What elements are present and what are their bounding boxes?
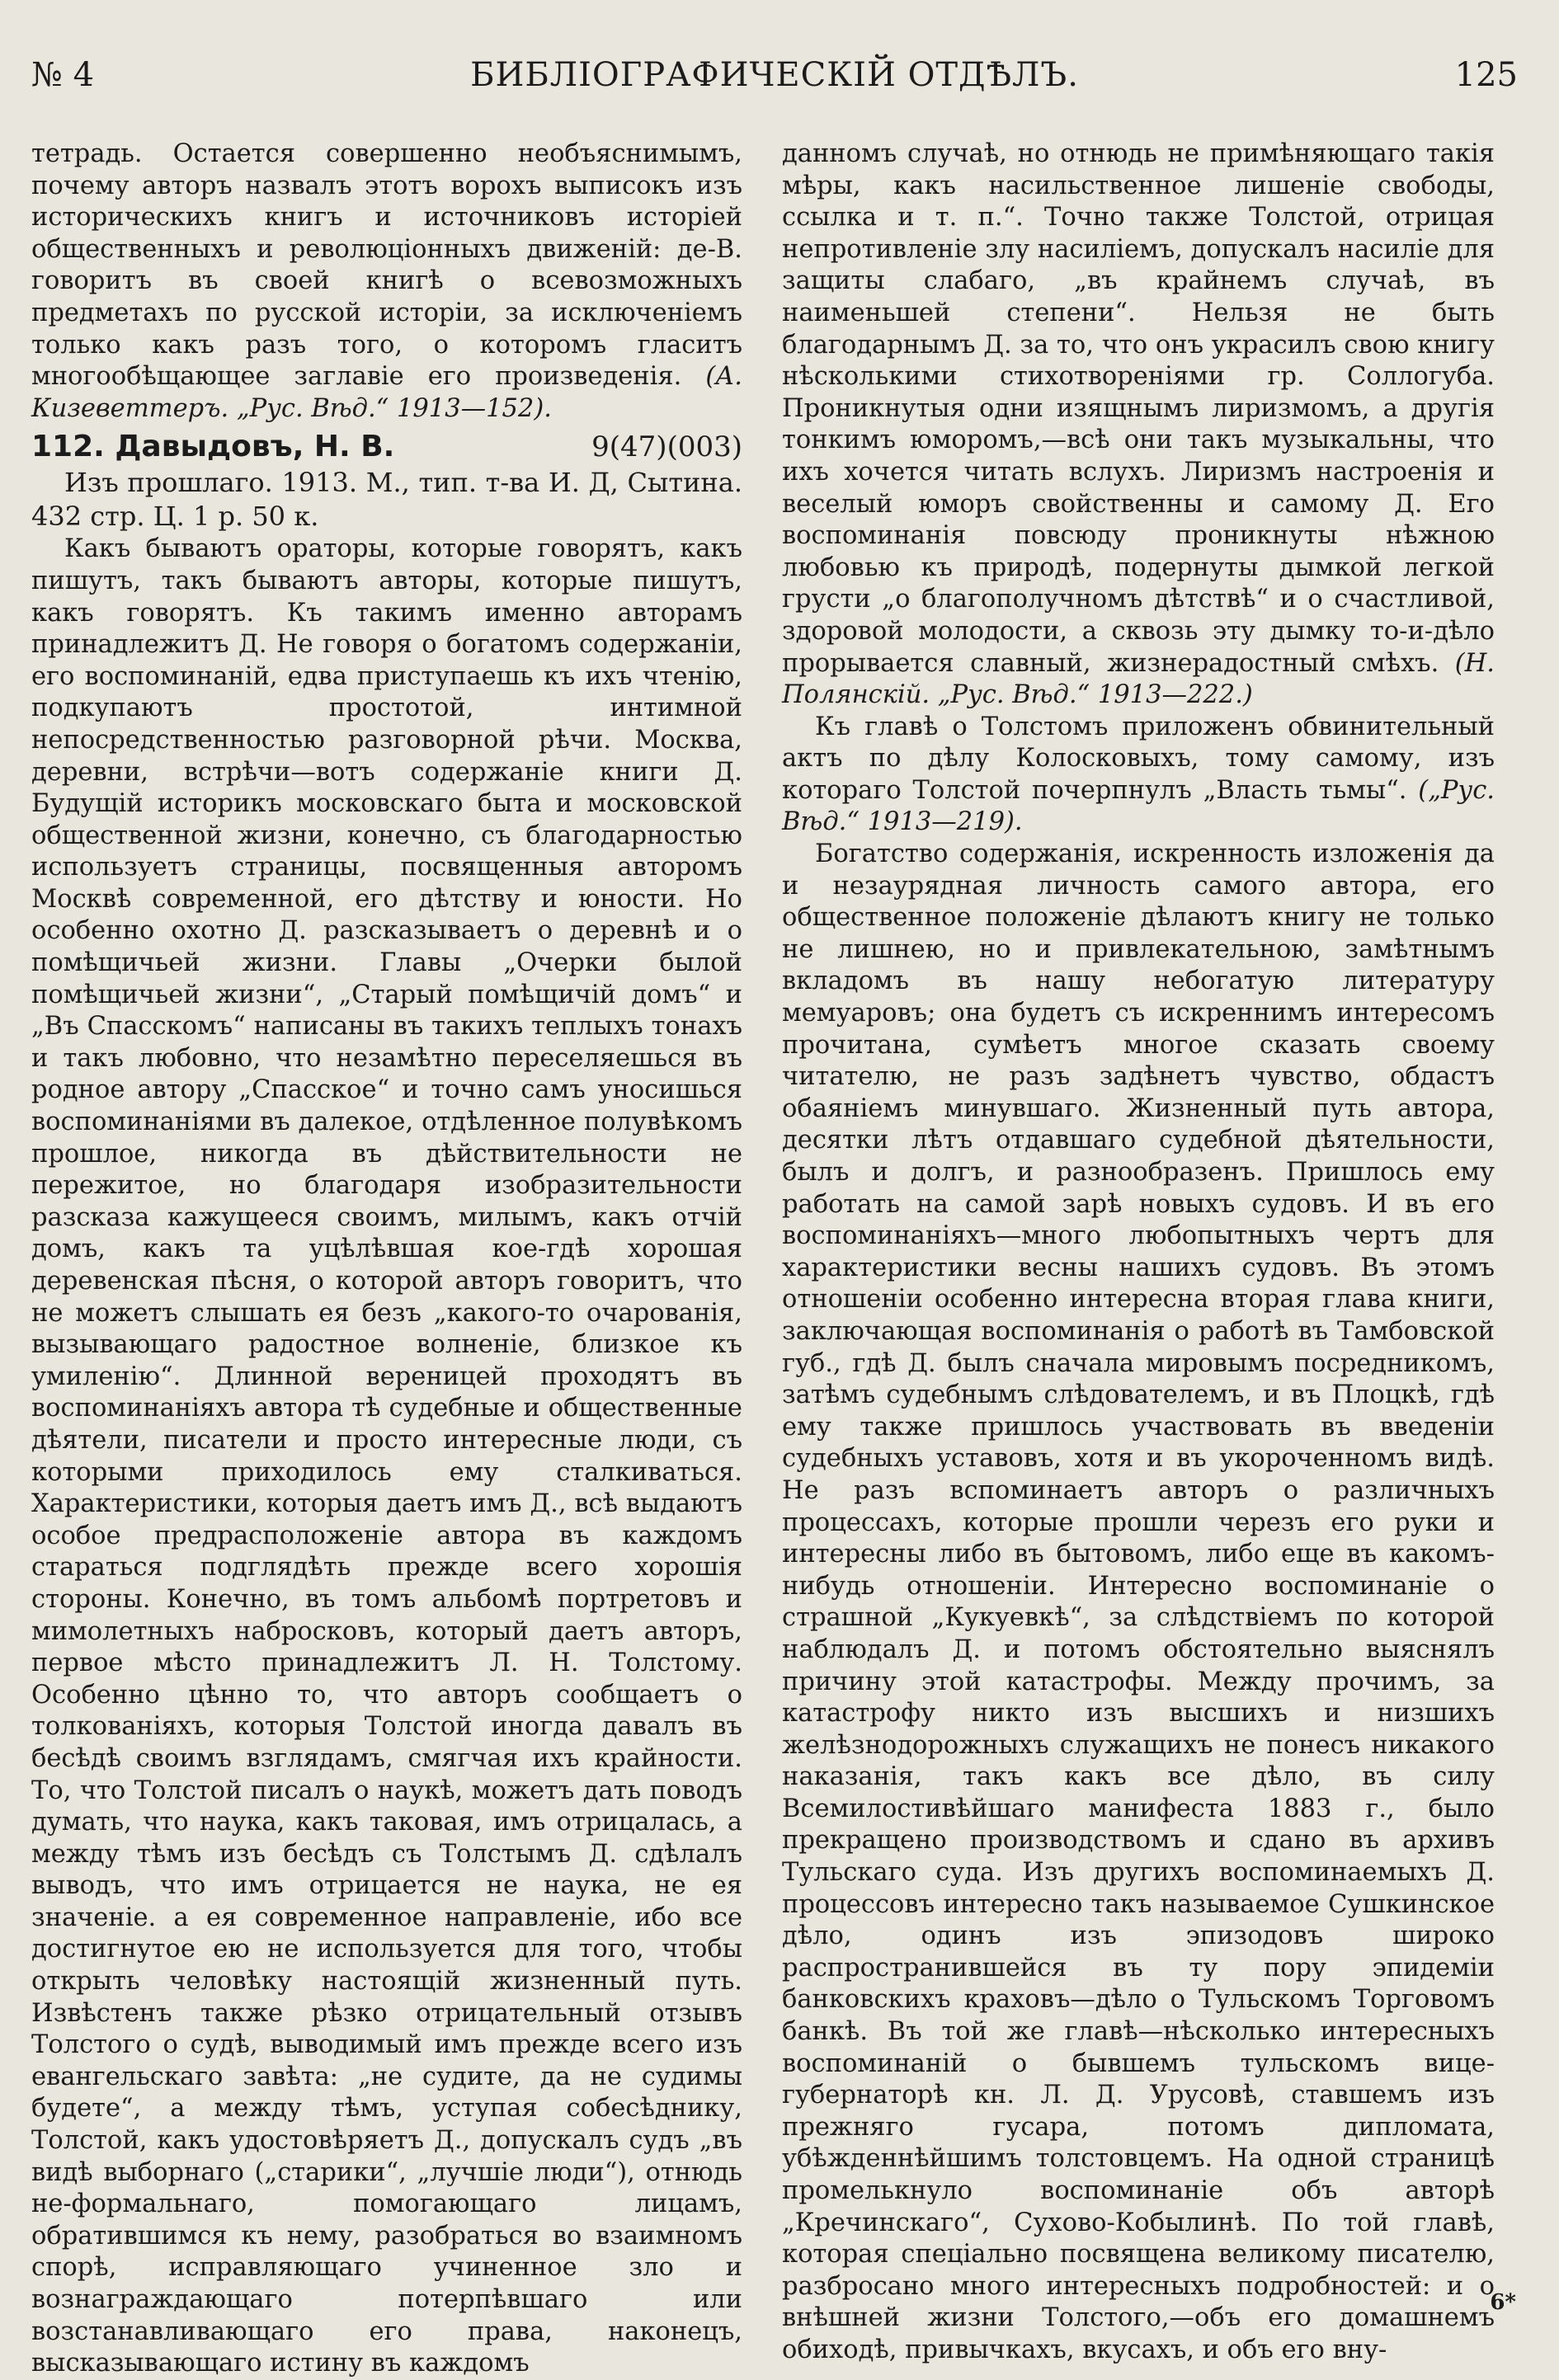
review-paragraph (782, 712, 1495, 839)
source-citation: (А. Кизеветтеръ. „Рус. Вѣд.“ 1913—152). (31, 362, 743, 423)
page-header (31, 56, 1518, 106)
right-column (782, 139, 1495, 2364)
left-column (31, 139, 743, 2378)
page-number: 125 (1454, 56, 1518, 94)
entry-title: 112. Давыдовъ, Н. В. (31, 430, 395, 464)
entry-heading (31, 428, 742, 466)
source-citation: (Н. Полянскій. „Рус. Вѣд.“ 1913—222.) (782, 648, 1495, 710)
entry-bibliographic-info: Изъ прошлаго. 1913. М., тип. т-ва И. Д, Сытина. 432 стр. Ц. 1 р. 50 к. (31, 467, 742, 533)
classification-code: 9(47)(003) (591, 430, 742, 464)
paragraph-text: данномъ случаѣ, но отнюдь не примѣняющаго такія мѣры, какъ насильственное лишеніе свободы, ссылка и т. п.“. Точно также Толстой, отрицая непротивленіе злу насиліемъ, допускалъ насиліе для защиты слабаго, „въ крайнемъ случаѣ, въ наименьшей степени“. Нельзя не быть благодарнымъ Д. за то, что онъ украсилъ свою книгу нѣсколькими стихотвореніями гр. Соллогуба. Проникнутыя одни изящнымъ лиризмомъ, а другія тонкимъ юморомъ,—всѣ они такъ музыкальны, что ихъ хочется читать вслухъ. Лиризмъ настроенія и веселый юморъ свойственны и самому Д. Его воспоминанія повсюду проникнуты нѣжною любовью къ природѣ, подернуты дымкой легкой грусти „о благополучномъ дѣтствѣ“ и о счастливой, здоровой молодости, а сквозь эту дымку то-и-дѣло прорывается славный, жизнерадостный смѣхъ. (782, 139, 1495, 678)
continued-paragraph (782, 139, 1495, 712)
review-paragraph: Богатство содержанія, искренность изложенія да и незаурядная личность самого автора, его общественное положеніе дѣлаютъ книгу не только не лишнею, но и привлекательною, замѣтнымъ вкладомъ въ нашу небогатую литературу мемуаровъ; она будетъ съ искреннимъ интересомъ прочитана, сумѣетъ многое сказать своему читателю, не разъ задѣнетъ чувство, обдастъ обаяніемъ минувшаго. Жизненный путь автора, десятки лѣтъ отдавшаго судебной дѣятельности, былъ и долгъ, и разнообразенъ. Пришлось ему работать на самой зарѣ новыхъ судовъ. И въ его воспоминаніяхъ—много любопытныхъ чертъ для характеристики весны нашихъ судовъ. Въ этомъ отношеніи особенно интересна вторая глава книги, заключающая воспоминанія о работѣ въ Тамбовской губ., гдѣ Д. былъ сначала мировымъ посредникомъ, затѣмъ судебнымъ слѣдователемъ, и въ Плоцкѣ, гдѣ ему также пришлось участвовать въ введеніи судебныхъ уставовъ, хотя и въ укороченномъ видѣ. Не разъ вспоминаетъ авторъ о различныхъ процессахъ, которые прошли черезъ его руки и интересны либо въ бытовомъ, либо еще въ какомъ-нибудь отношеніи. Интересно воспоминаніе о страшной „Кукуевкѣ“, за слѣдствіемъ по которой наблюдалъ Д. и потомъ обстоятельно выяснялъ причину этой катастрофы. Между прочимъ, за катастрофу никто изъ высшихъ и низшихъ желѣзнодорожныхъ служащихъ не понесъ никакого наказанія, такъ какъ все дѣло, въ силу Всемилостивѣйшаго манифеста 1883 г., было прекращено производствомъ и сдано въ архивъ Тульскаго суда. Изъ другихъ воспоминаемыхъ Д. процессовъ интересно такъ называемое Сушкинское дѣло, одинъ изъ эпизодовъ широко распространившейся въ ту пору эпидеміи банковскихъ краховъ—дѣло о Тульскомъ Торговомъ банкѣ. Въ той же главѣ—нѣсколько интересныхъ воспоминаній о бывшемъ тульскомъ вице-губернаторѣ кн. Л. Д. Урусовѣ, ставшемъ изъ прежняго гусара, потомъ дипломата, убѣжденнѣйшимъ толстовцемъ. На одной страницѣ промелькнуло воспоминаніе объ авторѣ „Кречинскаго“, Сухово-Кобылинѣ. По той главѣ, которая спеціально посвящена великому писателю, разбросано много интересныхъ подробностей: и о внѣшней жизни Толстого,—объ его домашнемъ обиходѣ, привычкахъ, вкусахъ, и объ его вну- (782, 840, 1495, 2364)
section-title: БИБЛІОГРАФИЧЕСКІЙ ОТДѢЛЪ. (470, 56, 1079, 94)
source-citation: („Рус. Вѣд.“ 1913—219). (782, 775, 1495, 837)
printer-signature-mark: 6* (1490, 2290, 1516, 2315)
continued-paragraph (31, 139, 742, 425)
review-paragraph: Какъ бываютъ ораторы, которые говорятъ, какъ пишутъ, такъ бываютъ авторы, которые пишутъ, какъ говорятъ. Къ такимъ именно авторамъ принадлежитъ Д. Не говоря о богатомъ содержаніи, его воспоминаній, едва приступаешь къ ихъ чтенію, подкупаютъ простотой, интимной непосредственностью разговорной рѣчи. Москва, деревни, встрѣчи—вотъ содержаніе книги Д. Будущій историкъ московскаго быта и московской общественной жизни, конечно, съ благодарностью используетъ страницы, посвященныя авторомъ Москвѣ современной, его дѣтству и юности. Но особенно охотно Д. разсказываетъ о деревнѣ и о помѣщичьей жизни. Главы „Очерки былой помѣщичьей жизни“, „Старый помѣщичій домъ“ и „Въ Спасскомъ“ написаны въ такихъ теплыхъ тонахъ и такъ любовно, что незамѣтно переселяешься въ родное автору „Спасское“ и точно самъ уносишься воспоминаніями въ далекое, отдѣленное полувѣкомъ прошлое, никогда въ дѣйствительности не пережитое, но благодаря изобразительности разсказа кажущееся своимъ, милымъ, какъ отчій домъ, какъ та уцѣлѣвшая кое-гдѣ хорошая деревенская пѣсня, о которой авторъ говоритъ, что не можетъ слышать ея безъ „какого-то очарованія, вызывающаго радостное волненіе, близкое къ умиленію“. Длинной вереницей проходятъ въ воспоминаніяхъ автора тѣ судебные и общественные дѣятели, писатели и просто интересные люди, съ которыми приходилось ему сталкиваться. Характеристики, которыя даетъ имъ Д., всѣ выдаютъ особое предрасположеніе автора въ каждомъ стараться подглядѣть прежде всего хорошія стороны. Конечно, въ томъ альбомѣ портретовъ и мимолетныхъ набросковъ, который даетъ авторъ, первое мѣсто принадлежитъ Л. Н. Толстому. Особенно цѣнно то, что авторъ сообщаетъ о толкованіяхъ, которыя Толстой иногда давалъ въ бесѣдѣ своимъ взглядамъ, смягчая ихъ крайности. То, что Толстой писалъ о наукѣ, можетъ дать поводъ думать, что наука, какъ таковая, имъ отрицалась, а между тѣмъ изъ бесѣдъ съ Толстымъ Д. сдѣлалъ выводъ, что имъ отрицается не наука, не ея значеніе. а ея современное направленіе, ибо все достигнутое ею не используется для того, чтобы открыть человѣку настоящій жизненный путь. Извѣстенъ также рѣзко отрицательный отзывъ Толстого о судѣ, выводимый имъ прежде всего изъ евангельскаго завѣта: „не судите, да не судимы будете“, а между тѣмъ, уступая собесѣднику, Толстой, какъ удостовѣряетъ Д., допускалъ судъ „въ видѣ выборнаго („старики“, „лучшіе люди“), отнюдь не-формальнаго, помогающаго лицамъ, обратившимся къ нему, разобраться во взаимномъ спорѣ, исправляющаго учиненное зло и вознаграждающаго потерпѣвшаго или возстанавливающаго его права, наконецъ, высказывающаго истину въ каждомъ (31, 534, 742, 2378)
issue-number: № 4 (31, 56, 95, 94)
paragraph-text: Къ главѣ о Толстомъ приложенъ обвинительный актъ по дѣлу Колосковыхъ, тому самому, изъ котораго Толстой почерпнулъ „Власть тьмы“. (782, 712, 1495, 805)
paragraph-text: тетрадь. Остается совершенно необъяснимымъ, почему авторъ назвалъ этотъ ворохъ выписокъ изъ историческихъ книгъ и источниковъ исторіей общественныхъ и революціонныхъ движеній: де-В. говоритъ въ своей книгѣ о всевозможныхъ предметахъ по русской исторіи, за исключеніемъ только какъ разъ того, о которомъ гласитъ многообѣщающее заглавіе его произведенія. (31, 139, 742, 392)
